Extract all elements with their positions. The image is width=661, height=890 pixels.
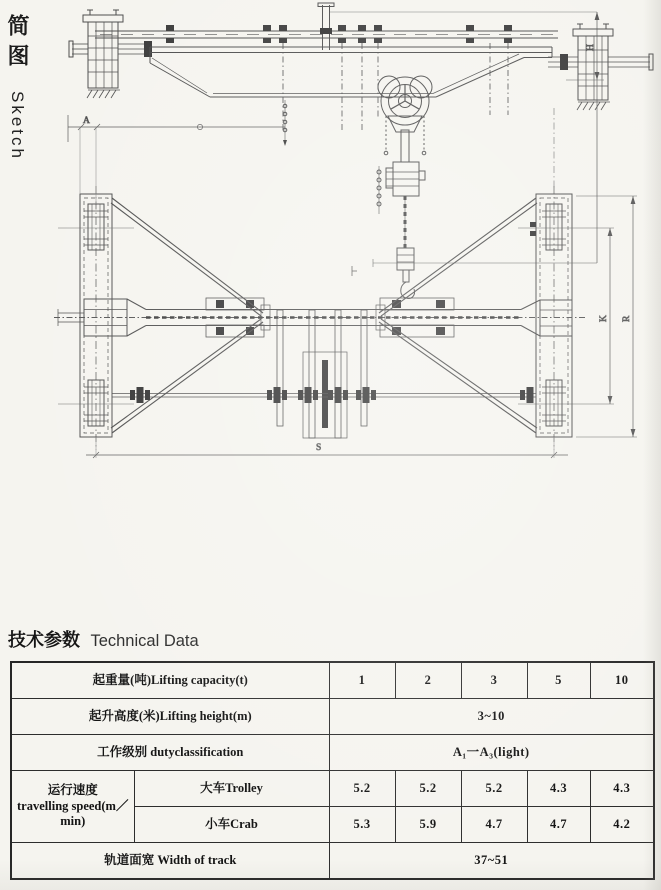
duty-label: 工作级别 dutyclassification (11, 735, 329, 771)
crab-speed: 4.7 (461, 807, 527, 843)
row-track-width (11, 843, 654, 880)
plan-trolley (112, 310, 536, 438)
row-lifting-height (11, 699, 654, 735)
dim-a (68, 115, 285, 204)
heading-english: Technical Data (90, 632, 199, 650)
track-width-label: 轨道面宽 Width of track (11, 843, 329, 880)
crab-speed: 5.9 (395, 807, 461, 843)
title-chinese: 简图 (5, 14, 30, 74)
speed-label-en: travelling speed(m／min) (17, 798, 129, 829)
trolley-speed: 5.2 (395, 771, 461, 807)
dim-label-r: R (622, 315, 632, 322)
chain-hoist (377, 76, 432, 298)
girder-plan (54, 299, 586, 336)
track-width-value: 37~51 (329, 843, 654, 880)
duty-value: A₁一A₃(light) (329, 735, 654, 771)
technical-data-table (10, 661, 655, 880)
elevation-view (69, 3, 653, 298)
capacity-value: 3 (461, 662, 527, 699)
dim-k (518, 228, 614, 404)
dim-h (352, 12, 604, 276)
speed-label-cn: 运行速度 (47, 783, 98, 798)
travelling-speed-label (11, 771, 134, 843)
capacity-value: 1 (329, 662, 395, 699)
dim-s (86, 437, 568, 458)
row-speed-trolley (11, 771, 654, 807)
heading-chinese: 技术参数 (8, 630, 80, 650)
capacity-value: 5 (527, 662, 590, 699)
row-lifting-capacity (11, 662, 654, 699)
dim-label-s: S (316, 443, 322, 453)
left-end-carriage (69, 10, 152, 98)
plan-view (54, 108, 586, 450)
trolley-speed: 4.3 (527, 771, 590, 807)
trolley-speed: 5.2 (329, 771, 395, 807)
trolley-label: 大车Trolley (134, 771, 329, 807)
dim-label-h: H (586, 44, 596, 51)
title-english: Sketch (8, 91, 27, 162)
crab-speed: 5.3 (329, 807, 395, 843)
pendant-chain (283, 100, 287, 146)
lifting-height-value: 3~10 (329, 699, 654, 735)
crab-speed: 4.2 (590, 807, 654, 843)
dim-label-k: K (599, 315, 609, 322)
capacity-value: 2 (395, 662, 461, 699)
row-duty-classification (11, 735, 654, 771)
girder-elevation (150, 47, 552, 97)
crab-label: 小车Crab (134, 807, 329, 843)
capacity-value: 10 (590, 662, 654, 699)
lifting-height-label: 起升高度(米)Lifting height(m) (11, 699, 329, 735)
dim-label-a: A (83, 116, 90, 126)
crab-speed: 4.7 (527, 807, 590, 843)
technical-data-heading (8, 626, 199, 652)
trolley-speed: 5.2 (461, 771, 527, 807)
lifting-capacity-label: 起重量(吨)Lifting capacity(t) (11, 662, 329, 699)
right-end-carriage (548, 24, 653, 110)
trolley-speed: 4.3 (590, 771, 654, 807)
